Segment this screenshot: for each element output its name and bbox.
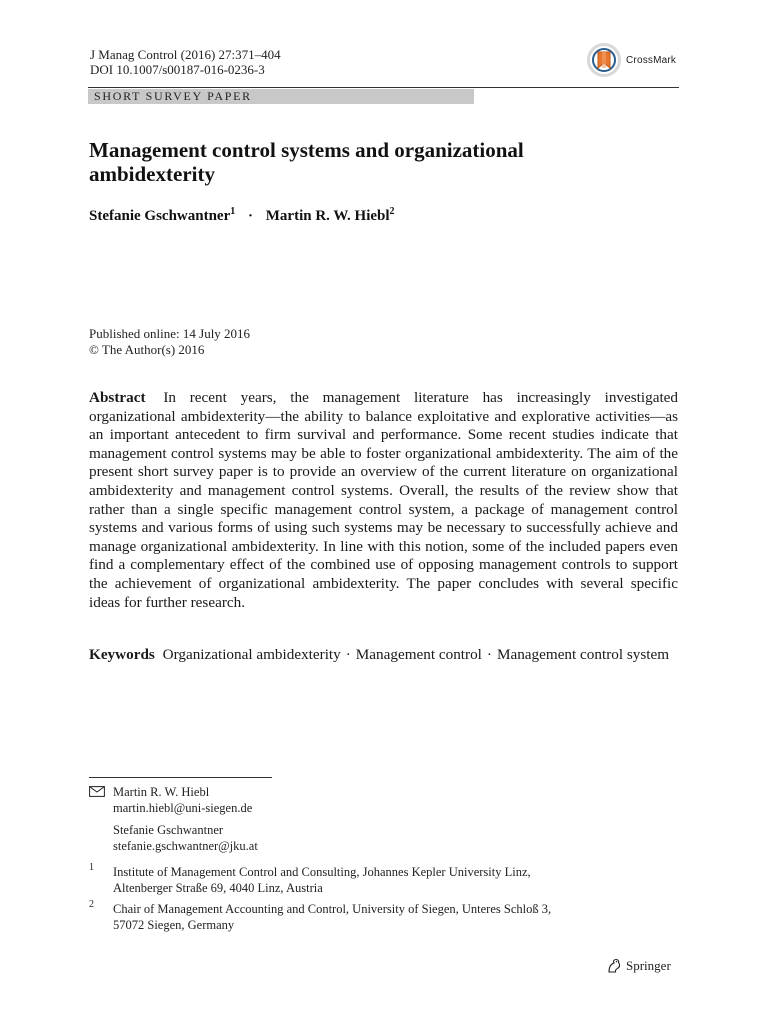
title-line: ambidexterity [89, 162, 215, 186]
contact-name: Martin R. W. Hiebl [113, 785, 210, 799]
author-name[interactable]: Stefanie Gschwantner [89, 208, 231, 224]
contact-email[interactable]: stefanie.gschwantner@jku.at [113, 839, 258, 853]
keyword: Management control [355, 646, 482, 663]
paper-title [89, 138, 649, 186]
publisher-logo [606, 958, 671, 974]
affiliation-line: Institute of Management Control and Consulting, Johannes Kepler University Linz, [113, 865, 531, 879]
contact-name: Stefanie Gschwantner [113, 823, 224, 837]
affiliation-line: Chair of Management Accounting and Control, University of Siegen, Unteres Schloß 3, [113, 902, 552, 916]
title-line: Management control systems and organizational [89, 138, 524, 162]
abstract-text: In recent years, the management literature has increasingly investigated organizational ambidexterity—the ability to balance exploitative and explorative activities—as an important antecedent to firm survival and performance. Some recent studies indicate that management control systems may be able to foster organizational ambidexterity. The aim of the present short survey paper is to provide an overview of the current literature on organizational ambidexterity and management control systems. Overall, the results of the review show that rather than a single specific management control system, a package of management control systems and various forms of using such systems may be necessary to successfully achieve and manage organizational ambidexterity. In line with this notion, some of the included papers even find a complementary effect of the combined use of opposing management controls to support the achievement of organizational ambidexterity. The paper concludes with several specific ideas for further research. [89, 389, 679, 611]
affiliation-number: 2 [89, 899, 94, 910]
doi[interactable]: DOI 10.1007/s00187-016-0236-3 [90, 62, 265, 77]
crossmark-badge[interactable] [587, 42, 687, 78]
envelope-icon [89, 786, 105, 797]
keywords-label: Keywords [89, 646, 155, 663]
author-separator: · [248, 208, 254, 224]
abstract-label: Abstract [89, 389, 146, 406]
author-list [89, 208, 395, 225]
affiliation-number: 1 [89, 862, 94, 873]
author-name[interactable]: Martin R. W. Hiebl [265, 208, 390, 224]
keywords [89, 646, 678, 665]
author-affiliation-marker: 1 [230, 206, 236, 217]
affiliation-line: Altenberger Straße 69, 4040 Linz, Austria [113, 881, 323, 895]
contact-email[interactable]: martin.hiebl@uni-siegen.de [113, 801, 253, 815]
keyword: Management control system [496, 646, 670, 663]
affiliation-line: 57072 Siegen, Germany [113, 918, 235, 932]
article-type-banner: SHORT SURVEY PAPER [88, 89, 474, 104]
keyword-separator: · [486, 646, 492, 663]
springer-horse-icon [606, 958, 622, 974]
published-date: Published online: 14 July 2016 [89, 326, 251, 341]
crossmark-label: CrossMark [626, 54, 677, 66]
keyword-separator: · [345, 646, 351, 663]
crossmark-icon [587, 43, 621, 77]
author-affiliation-marker: 2 [389, 206, 395, 217]
journal-reference: J Manag Control (2016) 27:371–404 [90, 47, 281, 62]
header-rule [88, 87, 679, 88]
footnote-rule [89, 777, 272, 778]
copyright: © The Author(s) 2016 [89, 342, 205, 357]
publisher-name: Springer [626, 958, 671, 973]
keyword: Organizational ambidexterity [162, 646, 341, 663]
publication-info [89, 326, 250, 358]
abstract [89, 389, 678, 612]
